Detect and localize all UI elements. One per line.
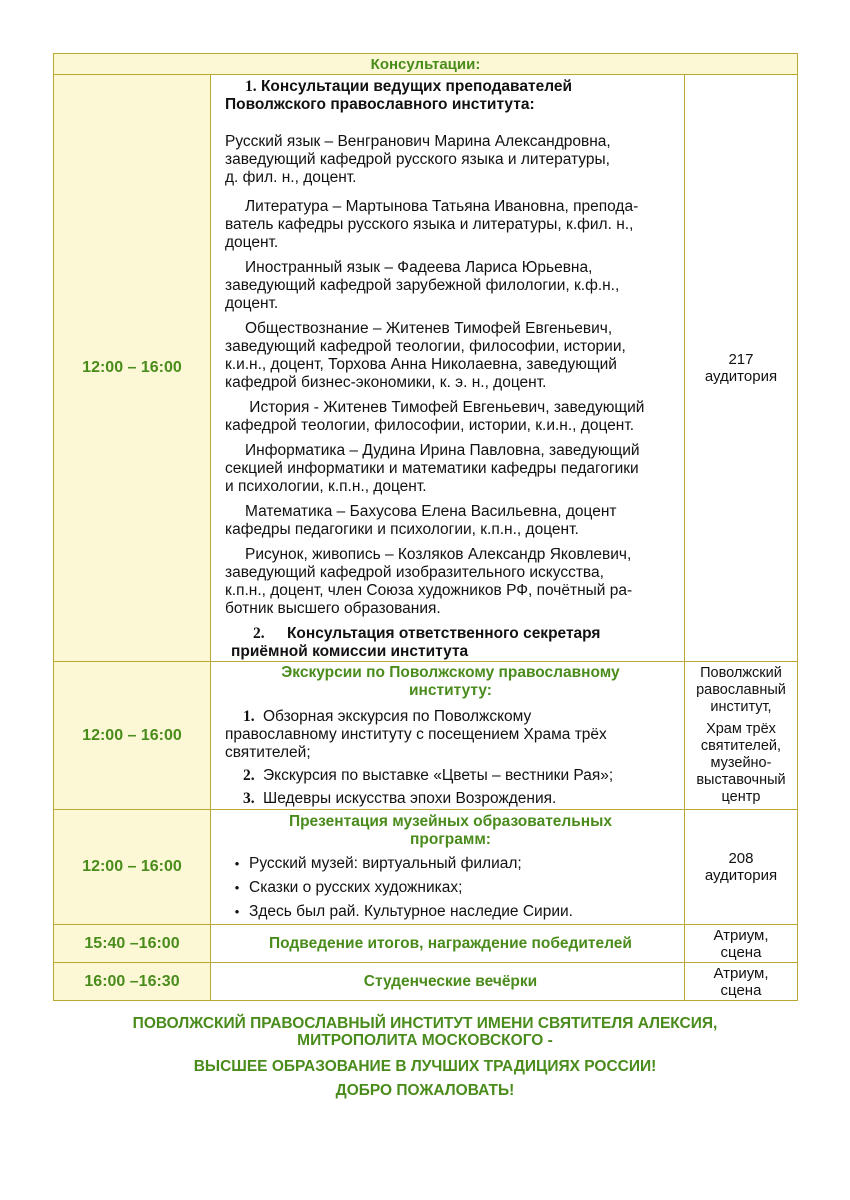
entry-line: ботник высшего образования. [225,600,441,617]
excursions-title [225,664,676,700]
item-text: Обзорная экскурсия по Поволжскому [263,707,532,725]
room-line: центр [721,789,761,805]
entry-line: Обществознание – Житенев Тимофей Евгеньевич, [245,320,613,337]
room-line: сцена [720,981,762,999]
item-text: Экскурсия по выставке «Цветы – вестники Рая»; [263,766,614,784]
entry-foreign-language [225,259,676,313]
entry-line: История - Житенев Тимофей Евгеньевич, заведующий [245,399,645,416]
entry-line: Математика – Бахусова Елена Васильевна, доцент [245,503,617,520]
room-number: 208 [728,850,754,867]
header-row [54,54,798,75]
section2-title-line1: Консультация ответственного секретаря [286,625,601,642]
awards-row [54,925,798,963]
excursion-item [225,767,676,785]
entry-history [225,399,676,435]
entry-line: заведующий кафедрой зарубежной филологии, к.ф.н., [225,277,620,294]
item-number: 1. [243,707,255,725]
presentation-item [225,879,676,897]
entry-line: Русский язык – Венгранович Марина Александровна, [225,133,611,150]
entry-line: кафедрой теологии, философии, истории, к.и.н., доцент. [225,417,635,434]
item-number: 3. [243,789,255,807]
evening-row [54,963,798,1001]
room-line: выставочный [696,772,786,788]
awards-content [211,925,685,963]
excursions-row [54,662,798,810]
item-text: святителей; [225,743,311,761]
entry-line: и психологии, к.п.н., доцент. [225,478,427,495]
footer-welcome: ДОБРО ПОЖАЛОВАТЬ! [335,1082,515,1099]
entry-line: Иностранный язык – Фадеева Лариса Юрьевна, [245,259,593,276]
bullet-icon: • [234,880,240,895]
item-text: Сказки о русских художниках; [249,879,463,896]
evening-time: 16:00 –16:30 [54,963,211,1001]
section1-title [225,78,676,96]
entry-line: заведующий кафедрой русского языка и литературы, [225,151,610,168]
entry-line: заведующий кафедрой изобразительного искусства, [225,564,604,581]
bullet-icon: • [234,856,240,871]
consultations-room [684,75,797,662]
excursions-title-line2: институту: [408,681,492,699]
consultations-row [54,75,798,662]
entry-line: кафедрой бизнес-экономики, к. э. н., доцент. [225,374,547,391]
entry-russian [225,133,676,187]
footer-slogan: ВЫСШЕЕ ОБРАЗОВАНИЕ В ЛУЧШИХ ТРАДИЦИЯХ РОССИИ! [193,1058,657,1075]
presentation-title-line1: Презентация музейных образовательных [288,813,612,830]
awards-time: 15:40 –16:00 [54,925,211,963]
footer-line: ПОВОЛЖСКИЙ ПРАВОСЛАВНЫЙ ИНСТИТУТ ИМЕНИ СВЯТИТЕЛЯ АЛЕКСИЯ, [132,1015,718,1032]
room-label: аудитория [704,368,778,385]
presentation-title [225,813,676,849]
entry-line: к.и.н., доцент, Торхова Анна Николаевна, заведующий [225,356,617,373]
presentation-time: 12:00 – 16:00 [54,810,211,925]
section1-number: 1. [245,78,257,95]
room-line: сцена [720,943,762,961]
evening-content [211,963,685,1001]
presentation-title-line2: программ: [410,831,491,848]
room-line: Поволжский [700,665,782,681]
entry-line: ватель кафедры русского языка и литературы, к.фил. н., [225,216,634,233]
evening-title: Студенческие вечёрки [363,972,538,990]
schedule-table [53,53,798,1001]
section2-title-line2: приёмной комиссии института [231,643,469,660]
presentation-content [211,810,685,925]
section2-title [225,625,676,643]
item-text: Шедевры искусства эпохи Возрождения. [263,789,557,807]
entry-social-studies [225,320,676,392]
room-number: 217 [728,351,754,368]
presentation-room [684,810,797,925]
section1-title-line1: Консультации ведущих преподавателей [260,78,572,95]
entry-line: Информатика – Дудина Ирина Павловна, заведующий [245,442,640,459]
header-title: Консультации: [54,54,798,75]
presentation-item [225,855,676,873]
presentation-item [225,903,676,921]
consultations-time: 12:00 – 16:00 [54,75,211,662]
entry-literature [225,198,676,252]
presentation-row [54,810,798,925]
entry-line: кафедры педагогики и психологии, к.п.н., доцент. [225,521,579,538]
room-line: институт, [710,699,772,715]
room-line: музейно- [710,755,772,771]
room-line: Атриум, [713,926,769,944]
room-line: равославный [696,682,786,698]
evening-room [684,963,797,1001]
excursion-item [225,708,676,726]
entry-line: д. фил. н., доцент. [225,169,357,186]
consultations-content [211,75,685,662]
section1-title-line2: Поволжского православного института: [225,96,535,113]
footer-line: МИТРОПОЛИТА МОСКОВСКОГО - [297,1032,553,1049]
room-line: Атриум, [713,964,769,982]
excursions-title-line1: Экскурсии по Поволжскому православному [281,663,620,681]
item-text: Здесь был рай. Культурное наследие Сирии. [249,903,573,920]
item-text: православному институту с посещением Храма трёх [225,725,607,743]
excursions-room [684,662,797,810]
footer-institute [0,1015,850,1049]
excursions-time: 12:00 – 16:00 [54,662,211,810]
entry-line: доцент. [225,234,279,251]
entry-line: доцент. [225,295,279,312]
awards-room [684,925,797,963]
entry-informatics [225,442,676,496]
room-line: Храм трёх [706,721,776,737]
item-text: Русский музей: виртуальный филиал; [249,855,522,872]
entry-line: Литература – Мартынова Татьяна Ивановна, препода- [245,198,639,215]
entry-mathematics [225,503,676,539]
room-label: аудитория [704,867,778,884]
section2-number: 2. [253,625,265,642]
entry-line: заведующий кафедрой теологии, философии, истории, [225,338,626,355]
entry-drawing [225,546,676,618]
excursions-content [211,662,685,810]
excursion-item [225,790,676,808]
entry-line: Рисунок, живопись – Козляков Александр Яковлевич, [245,546,632,563]
room-line: святителей, [700,738,782,754]
entry-line: к.п.н., доцент, член Союза художников РФ, почётный ра- [225,582,633,599]
entry-line: секцией информатики и математики кафедры педагогики [225,460,639,477]
item-number: 2. [243,766,255,784]
bullet-icon: • [234,904,240,919]
awards-title: Подведение итогов, награждение победителей [269,934,632,952]
